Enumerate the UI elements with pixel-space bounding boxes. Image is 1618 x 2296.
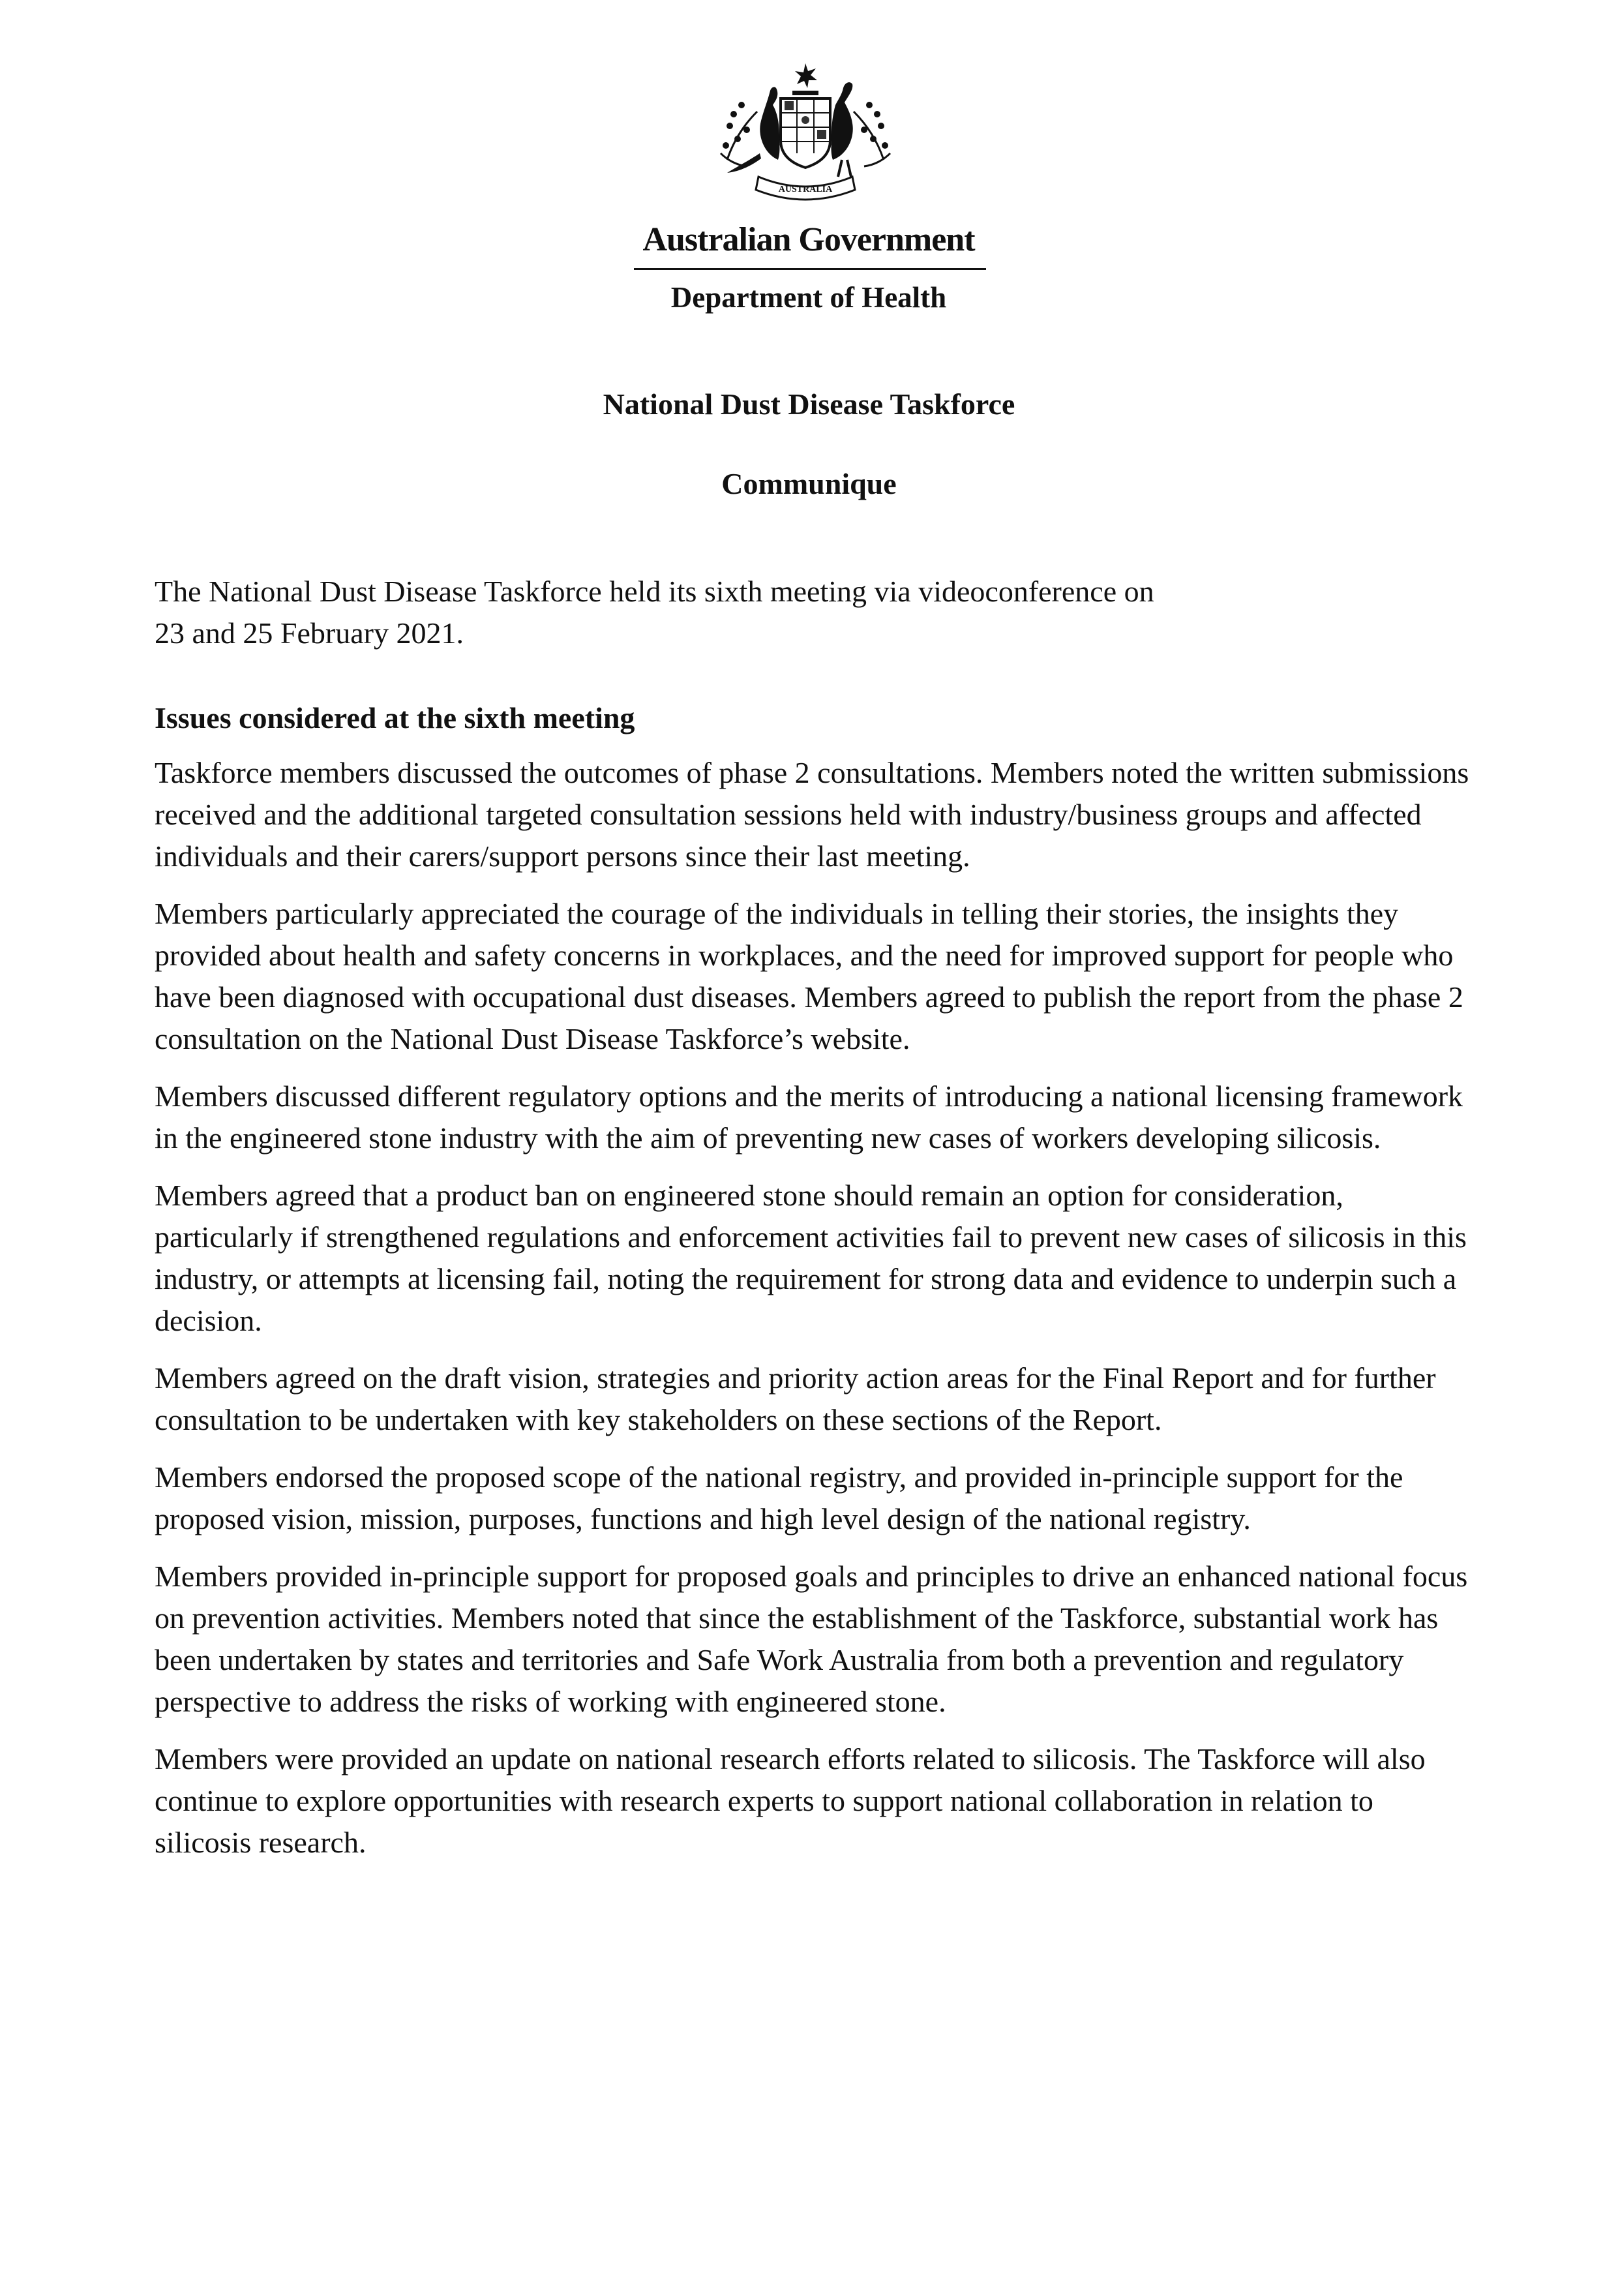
paragraph-5: Members agreed on the draft vision, strategies and priority action areas for the Final Report and for further consultation to be undertaken with key stakeholders on these sections of the Report. xyxy=(155,1361,1436,1436)
crest-scroll-text: AUSTRALIA xyxy=(778,185,833,194)
paragraph-7: Members provided in-principle support for proposed goals and principles to drive an enhanced national focus on prevention activities. Members noted that since the establishment of the Taskforce, substantial work has been undertaken by states and territories and Safe Work Australia from both a prevention and regulatory perspective to address the risks of working with engineered stone. xyxy=(155,1560,1468,1718)
header-divider xyxy=(634,268,986,270)
paragraph-3: Members discussed different regulatory options and the merits of introducing a national licensing framework in the engineered stone industry with the aim of preventing new cases of workers developing silicosis. xyxy=(155,1080,1463,1155)
document-title: National Dust Disease Taskforce xyxy=(603,387,1015,421)
commonwealth-coat-of-arms-icon xyxy=(708,62,903,209)
paragraph-8: Members were provided an update on national research efforts related to silicosis. The Taskforce will also continue to explore opportunities with research experts to support national collaboration in relation to silicosis research. xyxy=(155,1742,1426,1859)
paragraph-1: Taskforce members discussed the outcomes of phase 2 consultations. Members noted the written submissions received and the additional targeted consultation sessions held with industry/business groups and affected individuals and their carers/support persons since their last meeting. xyxy=(155,756,1469,873)
paragraph-4: Members agreed that a product ban on engineered stone should remain an option for consideration, particularly if strengthened regulations and enforcement activities fail to prevent new cases of silicosis in this industry, or attempts at licensing fail, noting the requirement for strong data and evidence to underpin such a decision. xyxy=(155,1179,1467,1337)
document-body xyxy=(155,571,1472,1879)
government-name: Australian Government xyxy=(642,221,975,258)
intro-line-2: 23 and 25 February 2021. xyxy=(155,616,464,650)
document-subtitle: Communique xyxy=(721,467,897,500)
intro-line-1: The National Dust Disease Taskforce held its sixth meeting via videoconference on xyxy=(155,575,1154,608)
section-heading: Issues considered at the sixth meeting xyxy=(155,701,635,734)
intro-paragraph xyxy=(155,571,1472,654)
paragraph-6: Members endorsed the proposed scope of the national registry, and provided in-principle support for the proposed vision, mission, purposes, functions and high level design of the national registry. xyxy=(155,1460,1403,1535)
paragraph-2: Members particularly appreciated the courage of the individuals in telling their stories, the insights they provided about health and safety concerns in workplaces, and the need for improved support for people who have been diagnosed with occupational dust diseases. Members agreed to publish the report from the phase 2 consultation on the National Dust Disease Taskforce’s website. xyxy=(155,897,1463,1055)
department-name: Department of Health xyxy=(670,281,947,314)
